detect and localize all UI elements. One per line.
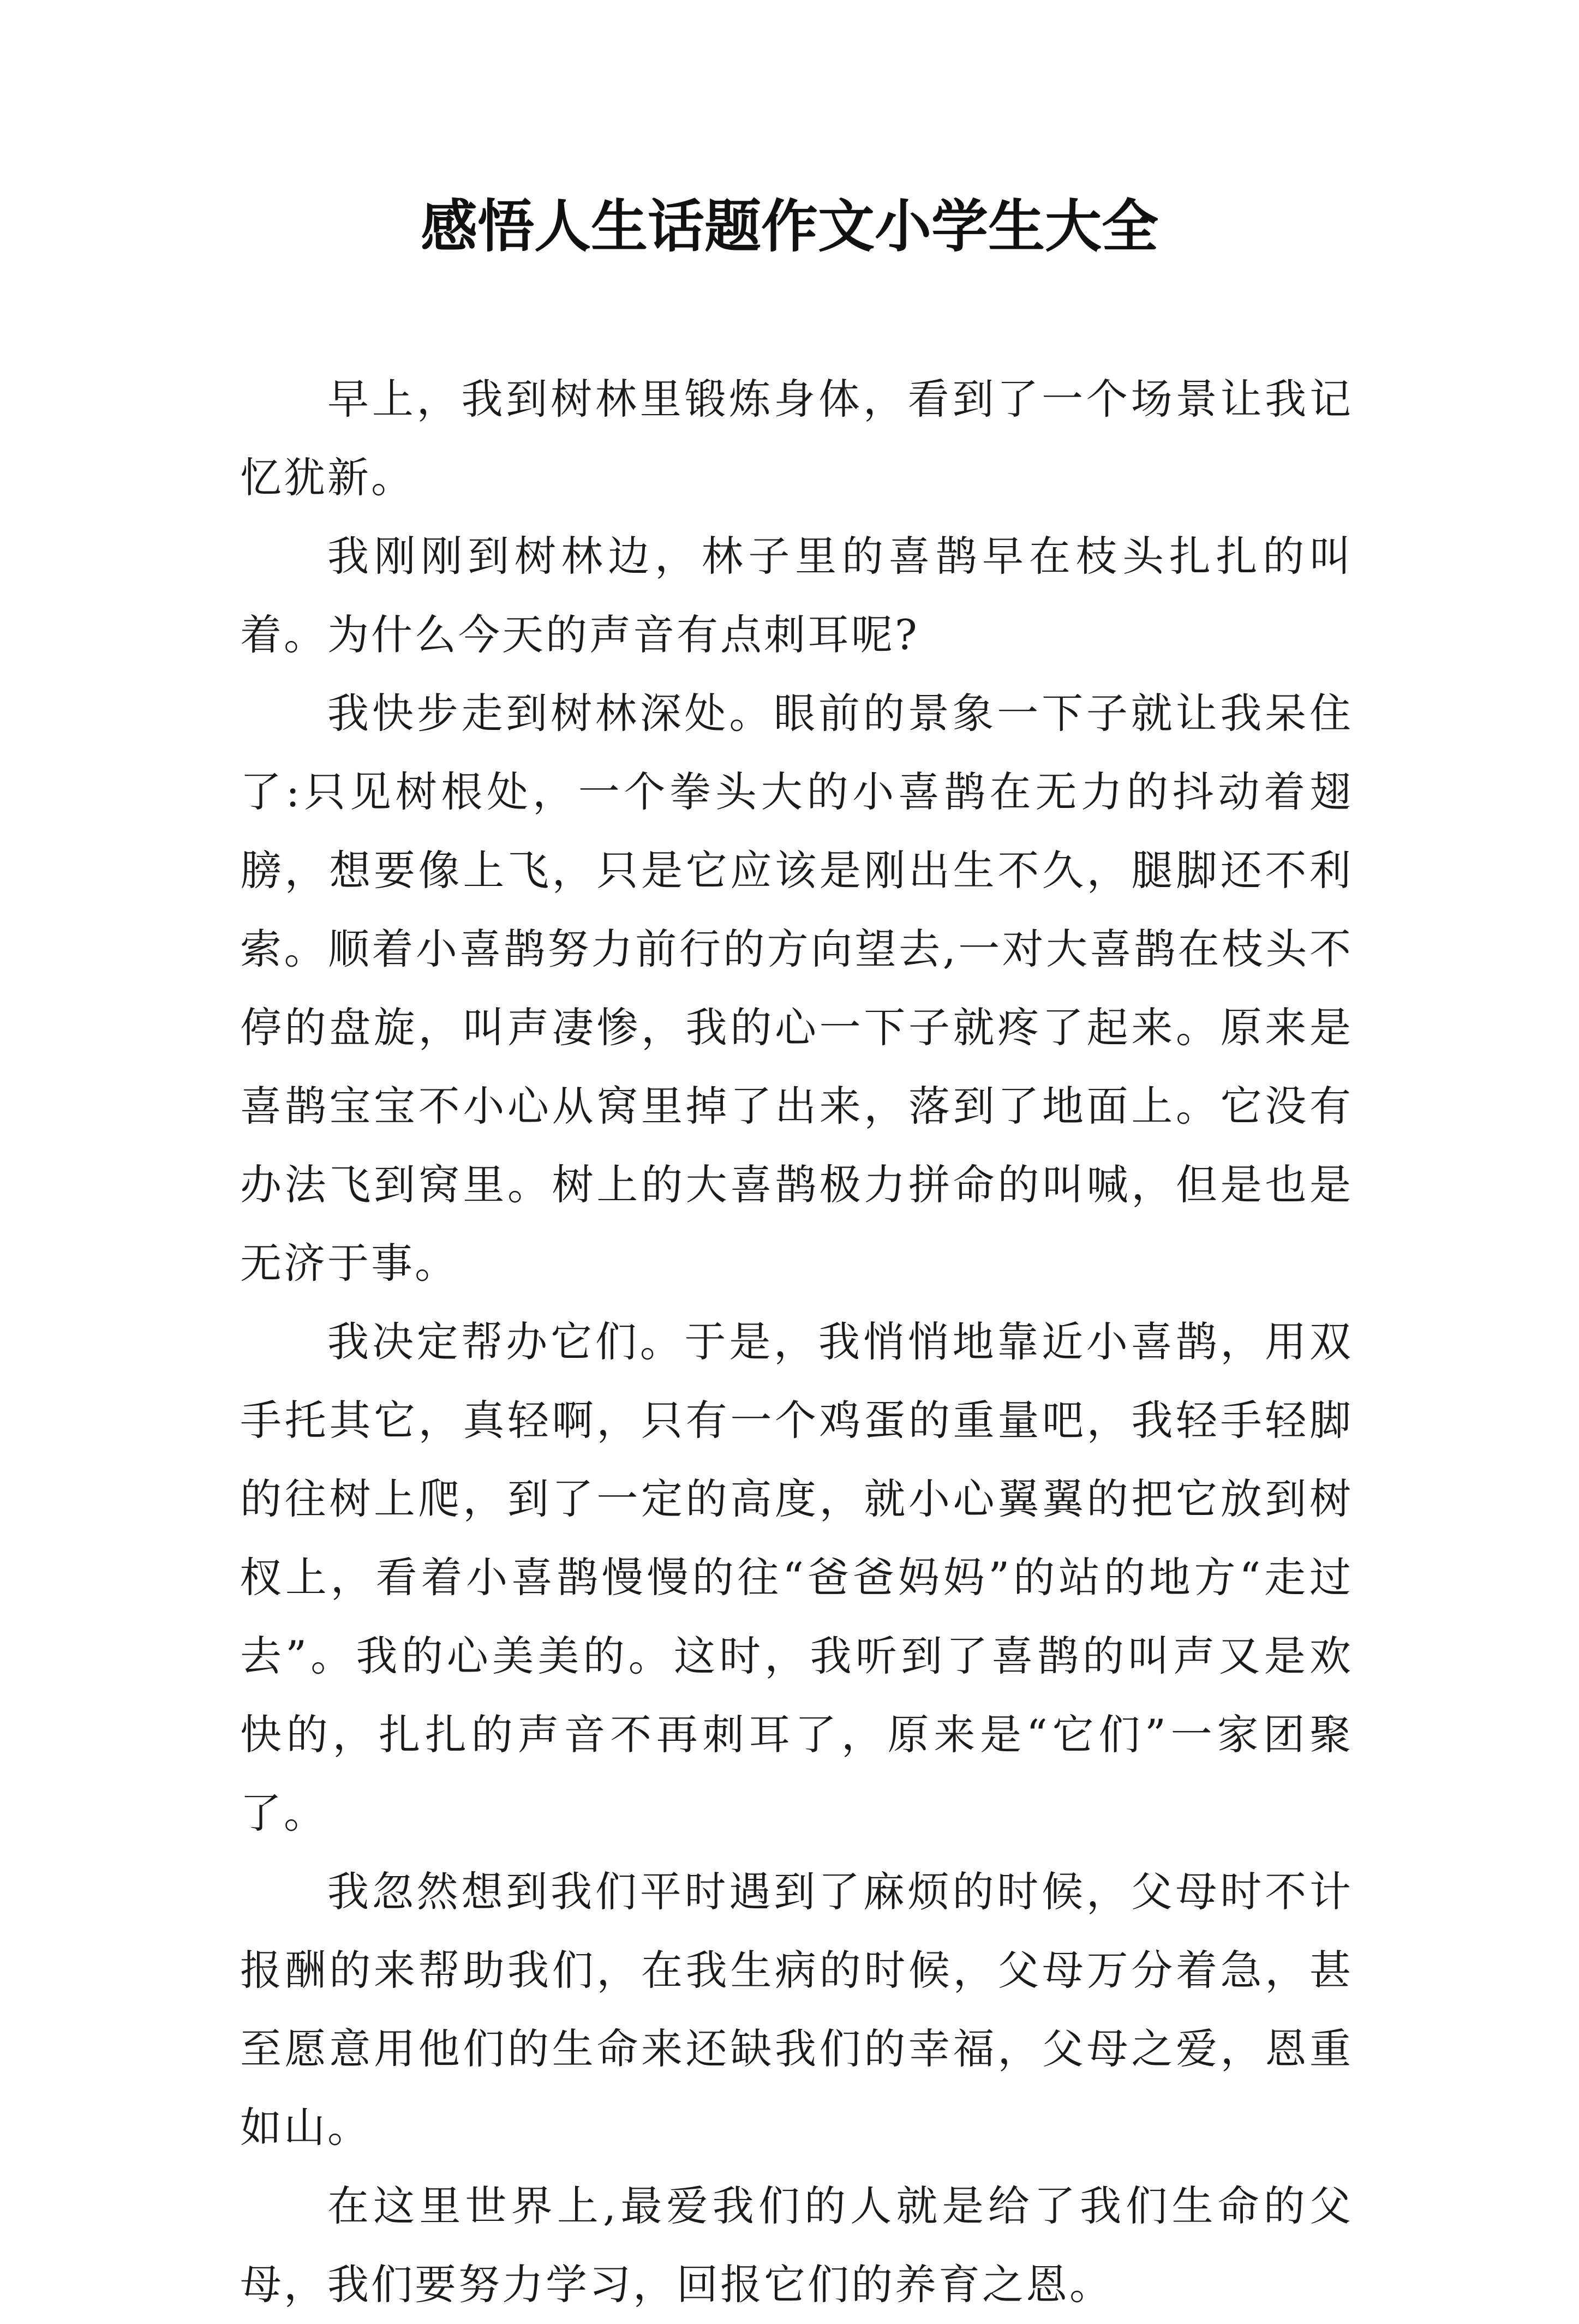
paragraph: 我快步走到树林深处。眼前的景象一下子就让我呆住了:只见树根处，一个拳头大的小喜鹊在无力的抖动着翅膀，想要像上飞，只是它应该是刚出生不久，腿脚还不利索。顺着小喜鹊努力前行的方向望去,一对大喜鹊在枝头不停的盘旋，叫声凄惨，我的心一下子就疼了起来。原来是喜鹊宝宝不小心从窝里掉了出来，落到了地面上。它没有办法飞到窝里。树上的大喜鹊极力拼命的叫喊，但是也是无济于事。 — [240, 689, 1353, 1287]
document-body — [240, 360, 1353, 2324]
paragraph: 在这里世界上,最爱我们的人就是给了我们生命的父母，我们要努力学习，回报它们的养育之恩。 — [240, 2182, 1353, 2309]
document-title: 感悟人生话题作文小学生大全 — [420, 193, 1158, 260]
paragraph: 我忽然想到我们平时遇到了麻烦的时候，父母时不计报酬的来帮助我们，在我生病的时候，父母万分着急，甚至愿意用他们的生命来还缺我们的幸福，父母之爱，恩重如山。 — [240, 1867, 1353, 2152]
paragraph: 早上，我到树林里锻炼身体，看到了一个场景让我记忆犹新。 — [240, 375, 1353, 502]
paragraph: 我刚刚到树林边，林子里的喜鹊早在枝头扎扎的叫着。为什么今天的声音有点刺耳呢? — [240, 532, 1353, 659]
paragraph: 我决定帮办它们。于是，我悄悄地靠近小喜鹊，用双手托其它，真轻啊，只有一个鸡蛋的重量吧，我轻手轻脚的往树上爬，到了一定的高度，就小心翼翼的把它放到树杈上，看着小喜鹊慢慢的往“爸爸妈妈”的站的地方“走过去”。我的心美美的。这时，我听到了喜鹊的叫声又是欢快的，扎扎的声音不再刺耳了，原来是“它们”一家团聚了。 — [240, 1317, 1353, 1837]
